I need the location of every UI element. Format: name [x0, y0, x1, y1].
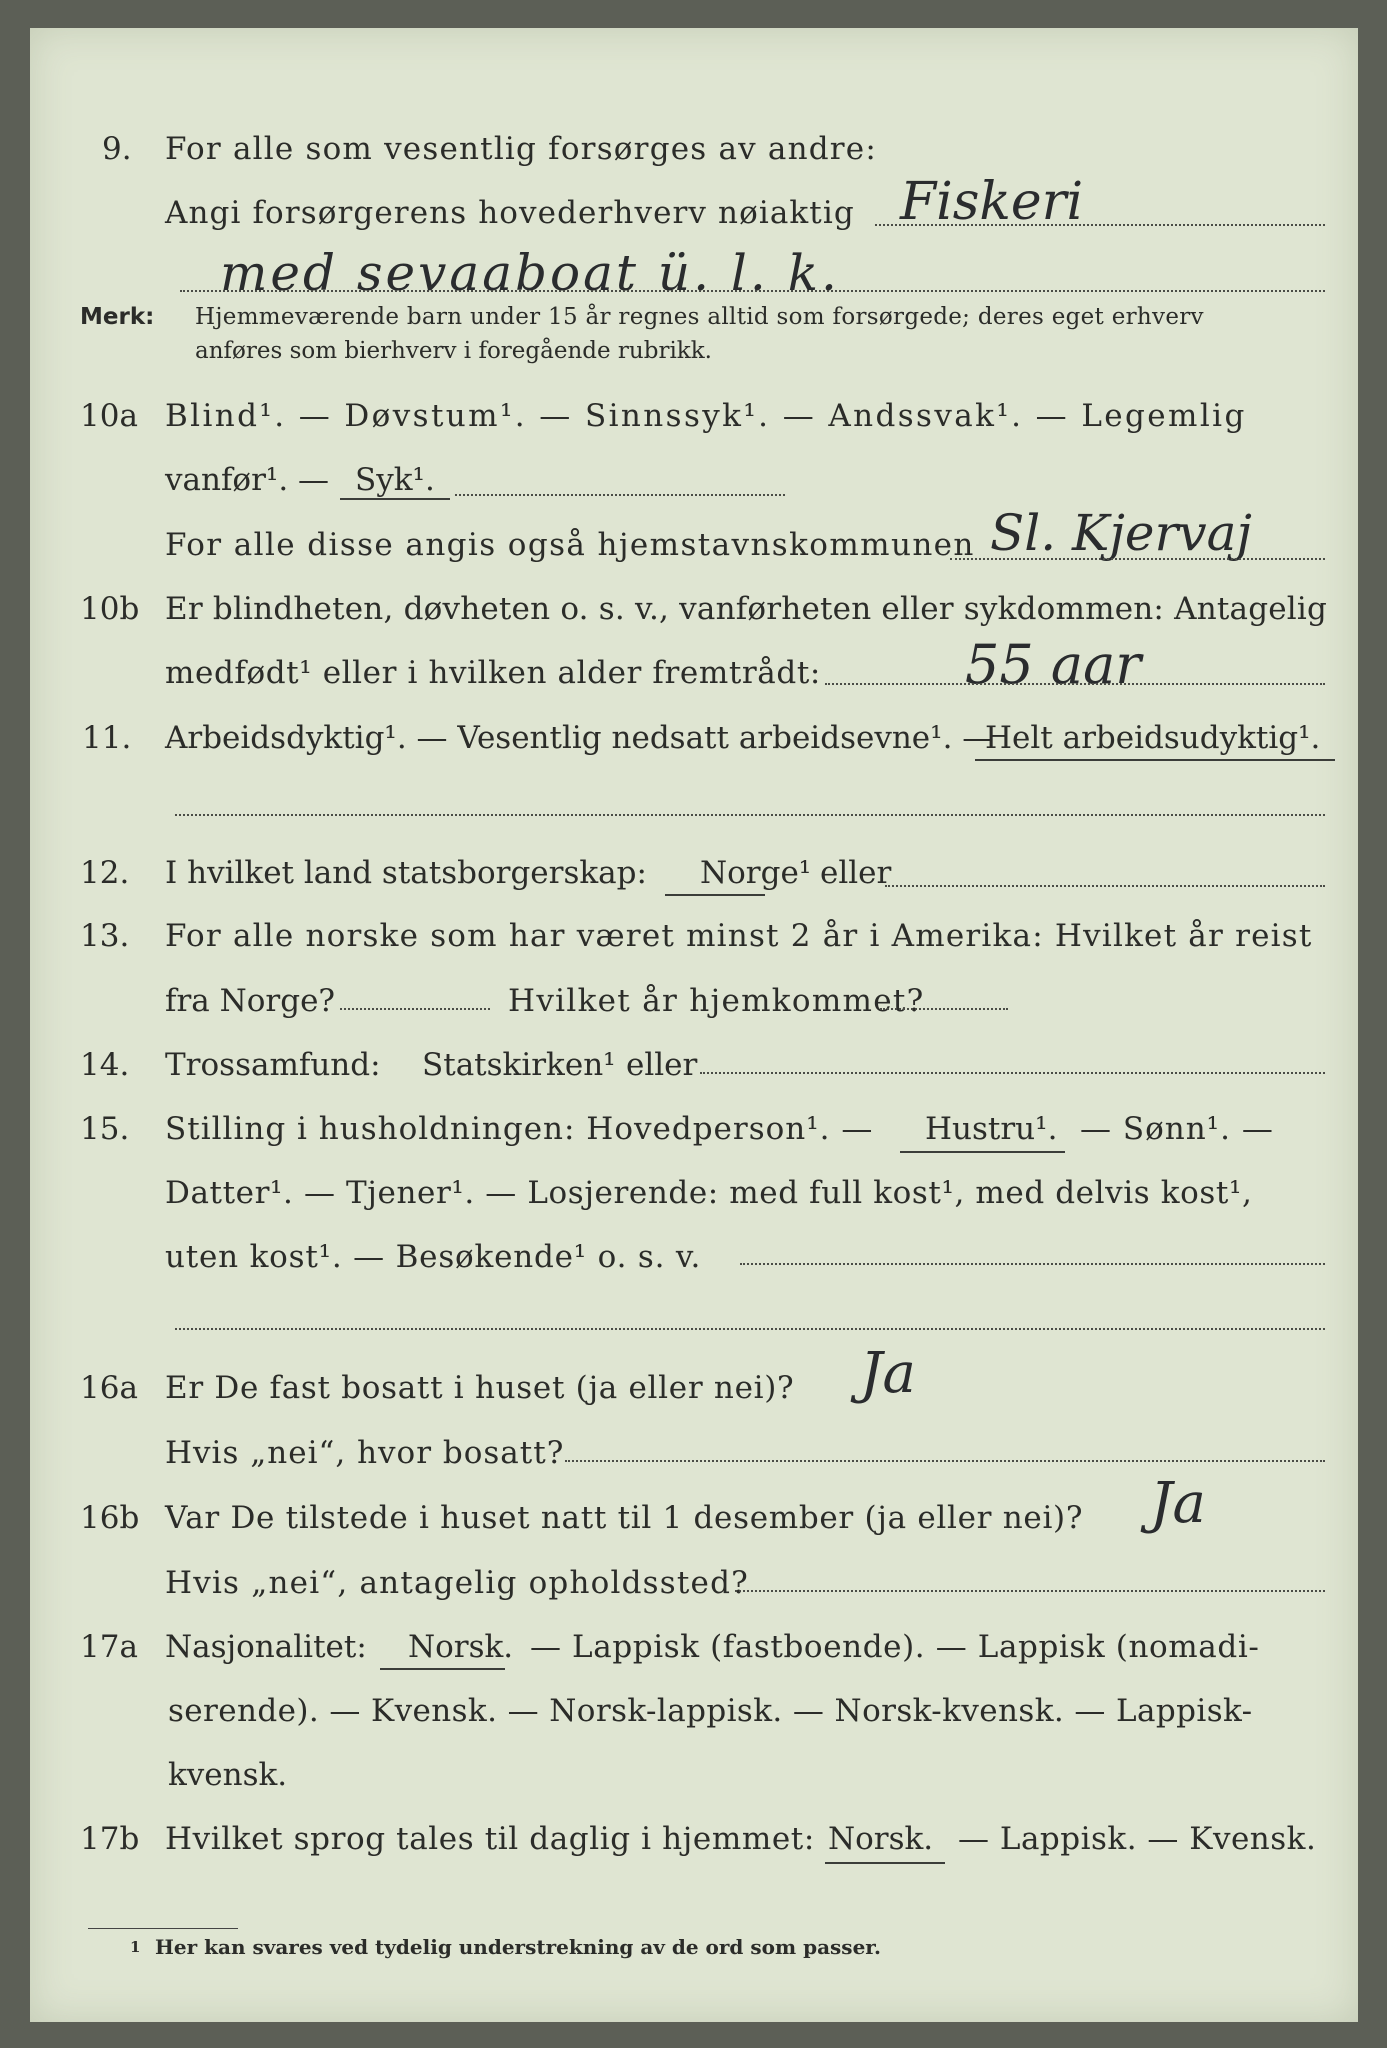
q11-blank-line — [175, 814, 1325, 816]
norsk-underline-17b — [825, 1862, 945, 1864]
q17b-number: 17b — [80, 1821, 140, 1857]
q15-blank-line — [175, 1328, 1325, 1330]
q16a-fill-line — [565, 1460, 1325, 1462]
q10b-line2: medfødt¹ eller i hvilken alder fremtrådt: — [165, 655, 821, 691]
q10b-answer-line — [825, 683, 1325, 685]
q16a-line1: Er De fast bosatt i huset (ja eller nei)? — [165, 1370, 795, 1406]
q10b-number: 10b — [80, 591, 140, 627]
syk-underline — [340, 498, 450, 500]
q16a-answer: Ja — [860, 1341, 916, 1406]
q15-line1c: — Sønn¹. — — [1080, 1111, 1274, 1147]
q10a-fill-line — [455, 494, 785, 496]
q9-number: 9. — [102, 131, 132, 167]
q10a-answer: Sl. Kjervaj — [990, 504, 1252, 562]
q11-helt: Helt arbeidsudyktig¹. — [985, 720, 1321, 756]
q11-number: 11. — [82, 720, 132, 756]
q9-answer-1: Fiskeri — [900, 172, 1084, 232]
q13-line2b: Hvilket år hjemkommet? — [508, 983, 925, 1019]
q15-hustru: Hustru¹. — [925, 1111, 1058, 1147]
q11-line1a: Arbeidsdyktig¹. — Vesentlig nedsatt arbeidsevne¹. — — [165, 720, 994, 756]
q13-reist-line — [340, 1008, 490, 1010]
q12-norge: Norge¹ — [700, 855, 812, 891]
footnote-mark: 1 — [130, 1938, 141, 1956]
q16b-fill-line — [735, 1590, 1325, 1592]
q9-line2: Angi forsørgerens hovederhverv nøiaktig — [165, 195, 855, 231]
q9-answer-line-2 — [180, 290, 1325, 292]
merk-line2: anføres som bierhverv i foregående rubrikk. — [195, 338, 712, 364]
q16b-number: 16b — [80, 1500, 140, 1536]
norsk-underline-17a — [380, 1668, 505, 1670]
q10a-line1: Blind¹. — Døvstum¹. — Sinnssyk¹. — Andssvak¹. — Legemlig — [165, 398, 1247, 434]
q10a-number: 10a — [80, 398, 138, 434]
norge-underline — [665, 894, 765, 896]
q15-line1a: Stilling i husholdningen: Hovedperson¹. — — [165, 1111, 874, 1147]
q17b-line1a: Hvilket sprog tales til daglig i hjemmet: — [165, 1821, 815, 1857]
q12-number: 12. — [80, 855, 130, 891]
q17a-line2: serende). — Kvensk. — Norsk-lappisk. — Norsk-kvensk. — Lappisk- — [168, 1693, 1253, 1729]
footnote-text: Her kan svares ved tydelig understrekning av de ord som passer. — [155, 1935, 881, 1959]
q17a-line1c: — Lappisk (fastboende). — Lappisk (nomadi- — [530, 1629, 1260, 1665]
q10a-line2a: vanfør¹. — — [165, 462, 330, 498]
q17b-line1c: — Lappisk. — Kvensk. — [958, 1821, 1317, 1857]
q17b-norsk: Norsk. — [828, 1821, 934, 1857]
q16a-number: 16a — [80, 1370, 138, 1406]
q16b-answer: Ja — [1150, 1471, 1206, 1536]
q14-statskirken: Statskirken¹ — [422, 1047, 616, 1083]
q10a-answer-line — [950, 558, 1325, 560]
q15-fill-line — [740, 1263, 1325, 1265]
q9-answer-2: med sevaaboat ü. l. k. — [220, 244, 840, 302]
q10b-answer: 55 aar — [965, 633, 1142, 696]
q14-number: 14. — [80, 1047, 130, 1083]
q10a-syk: Syk¹. — [355, 462, 435, 498]
q15-line3: uten kost¹. — Besøkende¹ o. s. v. — [165, 1239, 702, 1275]
census-form-page — [30, 28, 1358, 2022]
q17a-line3: kvensk. — [168, 1757, 288, 1793]
helt-underline — [975, 759, 1335, 761]
q17a-number: 17a — [80, 1629, 138, 1665]
q16a-line2: Hvis „nei“, hvor bosatt? — [165, 1435, 565, 1471]
merk-label: Merk: — [80, 304, 155, 330]
q15-number: 15. — [80, 1111, 130, 1147]
q16b-line2: Hvis „nei“, antagelig opholdssted? — [165, 1565, 749, 1601]
q13-line2a: fra Norge? — [165, 983, 336, 1019]
q13-line1: For alle norske som har været minst 2 år i Amerika: Hvilket år reist — [165, 918, 1313, 954]
footnote-rule — [88, 1928, 238, 1929]
q15-line2: Datter¹. — Tjener¹. — Losjerende: med full kost¹, med delvis kost¹, — [165, 1175, 1253, 1211]
q14-eller: eller — [626, 1047, 698, 1083]
q14-fill-line — [700, 1072, 1325, 1074]
q16b-line1: Var De tilstede i huset natt til 1 desember (ja eller nei)? — [165, 1500, 1084, 1536]
q13-hjem-line — [880, 1008, 1008, 1010]
q13-number: 13. — [80, 918, 130, 954]
q12-line1a: I hvilket land statsborgerskap: — [165, 855, 647, 891]
q17a-norsk: Norsk. — [408, 1629, 514, 1665]
q12-eller: eller — [820, 855, 892, 891]
q17a-line1a: Nasjonalitet: — [165, 1629, 367, 1665]
merk-line1: Hjemmeværende barn under 15 år regnes alltid som forsørgede; deres eget erhverv — [195, 304, 1204, 330]
q9-answer-line-1 — [875, 224, 1325, 226]
q14-line1a: Trossamfund: — [165, 1047, 381, 1083]
q10a-line3: For alle disse angis også hjemstavnskommunen — [165, 527, 975, 563]
q10b-line1: Er blindheten, døvheten o. s. v., vanførheten eller sykdommen: Antagelig — [165, 591, 1328, 627]
q12-fill-line — [885, 885, 1325, 887]
hustru-underline — [900, 1151, 1065, 1153]
q9-line1: For alle som vesentlig forsørges av andre: — [165, 131, 877, 167]
